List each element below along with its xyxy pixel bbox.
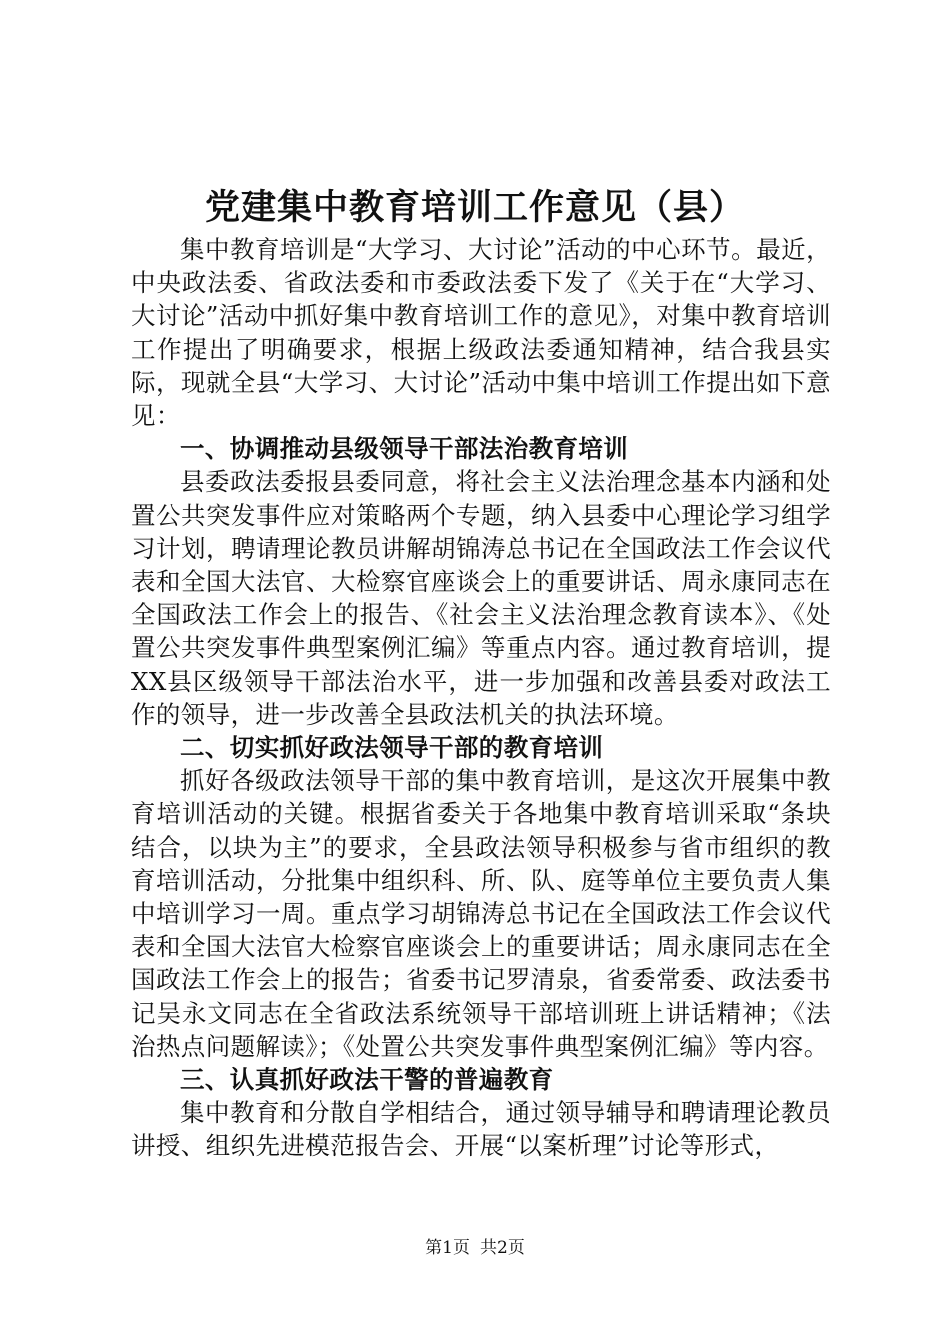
page-footer bbox=[0, 1236, 950, 1260]
intro-paragraph: 集中教育培训是“大学习、大讨论”活动的中心环节。最近，中央政法委、省政法委和市委政法委下发了《关于在“大学习、大讨论”活动中抓好集中教育培训工作的意见》，对集中教育培训工作提出了明确要求，根据上级政法委通知精神，结合我县实际，现就全县“大学习、大讨论”活动中集中培训工作提出如下意见： bbox=[131, 235, 831, 431]
section-heading-3: 三、认真抓好政法干警的普遍教育 bbox=[180, 1065, 554, 1095]
document-body bbox=[131, 233, 831, 1163]
page-total: 共2页 bbox=[480, 1238, 525, 1258]
section-1-paragraph: 县委政法委报县委同意，将社会主义法治理念基本内涵和处置公共突发事件应对策略两个专题，纳入县委中心理论学习组学习计划，聘请理论教员讲解胡锦涛总书记在全国政法工作会议代表和全国大法官、大检察官座谈会上的重要讲话、周永康同志在全国政法工作会上的报告、《社会主义法治理念教育读本》、《处置公共突发事件典型案例汇编》等重点内容。通过教育培训，提XX县区级领导干部法治水平，进一步加强和改善县委对政法工作的领导，进一步改善全县政法机关的执法环境。 bbox=[131, 467, 831, 729]
section-3-paragraph: 集中教育和分散自学相结合，通过领导辅导和聘请理论教员讲授、组织先进模范报告会、开展“以案析理”讨论等形式， bbox=[131, 1098, 831, 1161]
section-2-paragraph: 抓好各级政法领导干部的集中教育培训，是这次开展集中教育培训活动的关键。根据省委关于各地集中教育培训采取“条块结合，以块为主”的要求，全县政法领导积极参与省市组织的教育培训活动，分批集中组织科、所、队、庭等单位主要负责人集中培训学习一周。重点学习胡锦涛总书记在全国政法工作会议代表和全国大法官大检察官座谈会上的重要讲话；周永康同志在全国政法工作会上的报告；省委书记罗清泉，省委常委、政法委书记吴永文同志在全省政法系统领导干部培训班上讲话精神；《法治热点问题解读》；《处置公共突发事件典型案例汇编》等内容。 bbox=[131, 766, 831, 1061]
section-heading-2: 二、切实抓好政法领导干部的教育培训 bbox=[180, 733, 604, 763]
section-heading-1: 一、协调推动县级领导干部法治教育培训 bbox=[180, 434, 629, 464]
document-title: 党建集中教育培训工作意见（县） bbox=[204, 187, 745, 228]
page-number: 第1页 bbox=[425, 1238, 470, 1258]
